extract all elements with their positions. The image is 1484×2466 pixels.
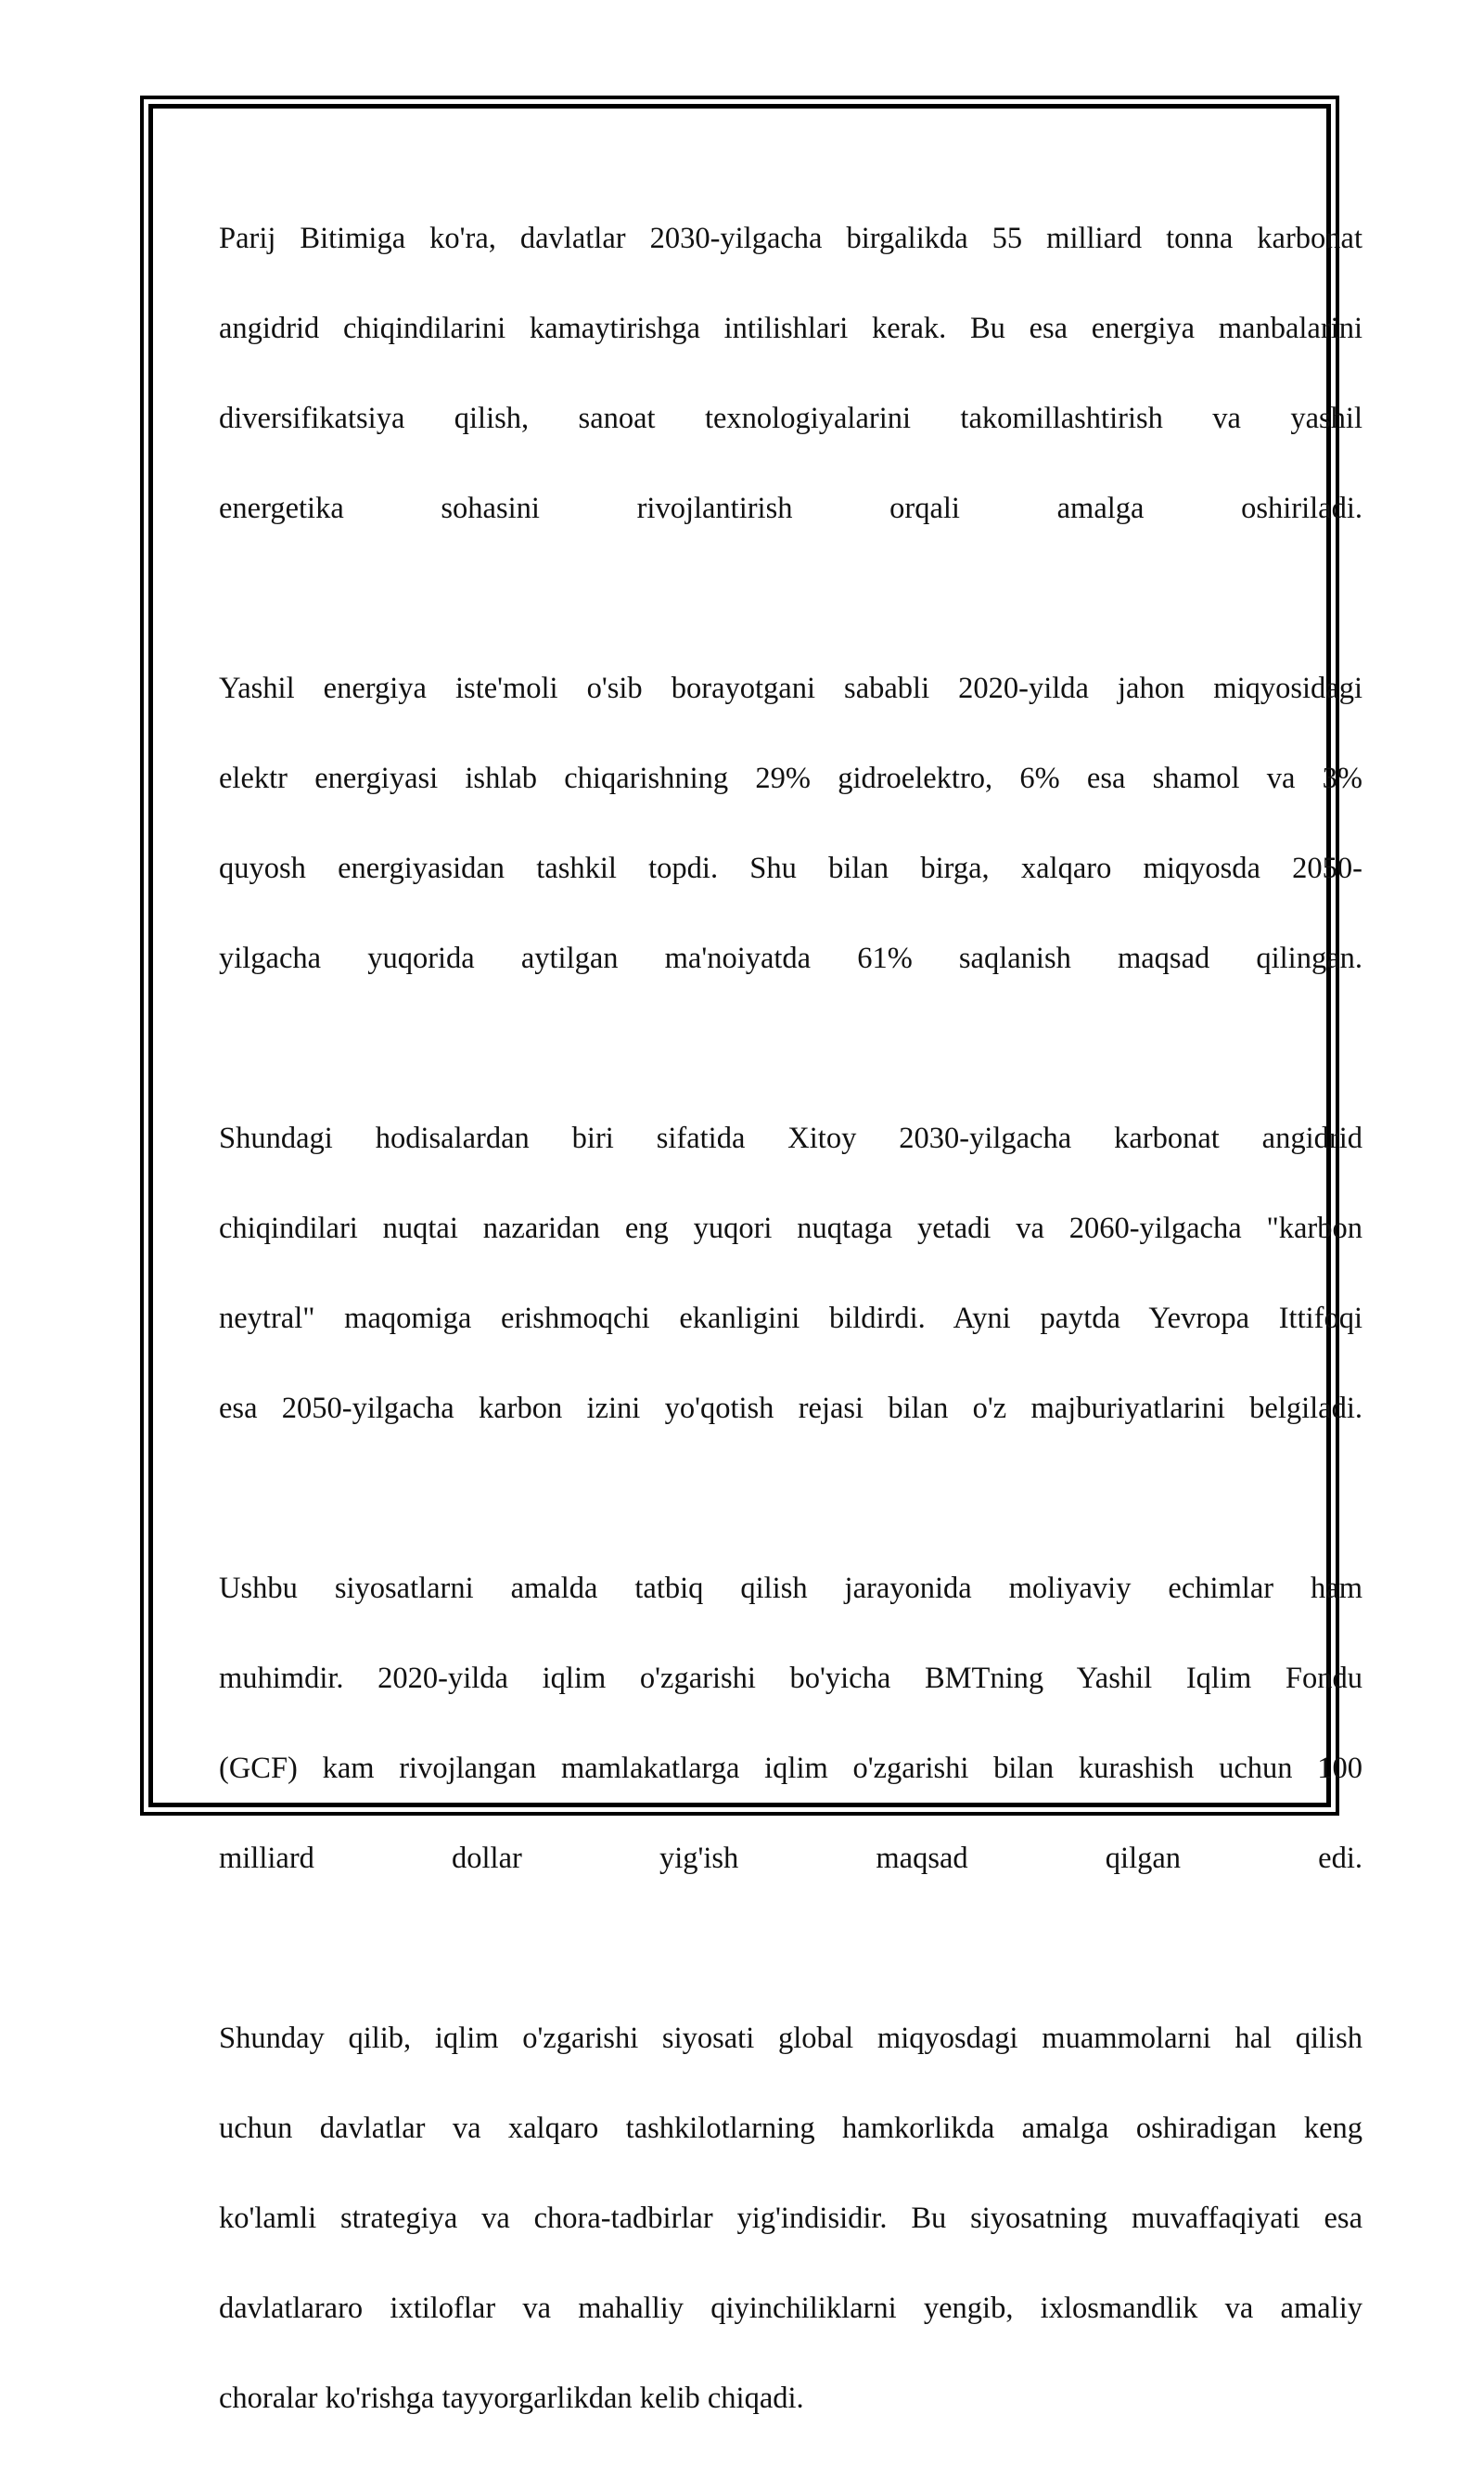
paragraph xyxy=(219,1971,1362,2466)
text-line: quyosh energiyasidan tashkil topdi. Shu bilan birga, xalqaro miqyosda 2050- xyxy=(219,851,1362,885)
text-line: Parij Bitimiga ko'ra, davlatlar 2030-yilgacha birgalikda 55 milliard tonna karbonat xyxy=(219,221,1362,255)
text-line: diversifikatsiya qilish, sanoat texnologiyalarini takomillashtirish va yashil xyxy=(219,401,1362,435)
text-line: ko'lamli strategiya va chora-tadbirlar yig'indisidir. Bu siyosatning muvaffaqiyati esa xyxy=(219,2201,1362,2235)
text-line: neytral" maqomiga erishmoqchi ekanligini bildirdi. Ayni paytda Yevropa Ittifoqi xyxy=(219,1301,1362,1335)
text-line: davlatlararo ixtiloflar va mahalliy qiyinchiliklarni yengib, ixlosmandlik va amaliy xyxy=(219,2291,1362,2325)
text-line: angidrid chiqindilarini kamaytirishga intilishlari kerak. Bu esa energiya manbalarini xyxy=(219,311,1362,345)
text-line: uchun davlatlar va xalqaro tashkilotlarning hamkorlikda amalga oshiradigan keng xyxy=(219,2111,1362,2145)
paragraph xyxy=(219,621,1362,1026)
paragraph xyxy=(219,1521,1362,1926)
text-line: elektr energiyasi ishlab chiqarishning 29% gidroelektro, 6% esa shamol va 3% xyxy=(219,761,1362,795)
text-line: choralar ko'rishga tayyorgarlikdan kelib chiqadi. xyxy=(219,2381,804,2415)
text-line: chiqindilari nuqtai nazaridan eng yuqori nuqtaga yetadi va 2060-yilgacha "karbon xyxy=(219,1211,1362,1245)
text-line: (GCF) kam rivojlangan mamlakatlarga iqlim o'zgarishi bilan kurashish uchun 100 xyxy=(219,1751,1362,1785)
paragraph xyxy=(219,171,1362,576)
paragraph xyxy=(219,1071,1362,1476)
text-line: energetika sohasini rivojlantirish orqali amalga oshiriladi. xyxy=(219,491,1362,525)
text-line: Shundagi hodisalardan biri sifatida Xitoy 2030-yilgacha karbonat angidrid xyxy=(219,1121,1362,1155)
text-line: esa 2050-yilgacha karbon izini yo'qotish rejasi bilan o'z majburiyatlarini belgiladi. xyxy=(219,1391,1362,1425)
text-line: yilgacha yuqorida aytilgan ma'noiyatda 61% saqlanish maqsad qilingan. xyxy=(219,941,1362,975)
text-line: muhimdir. 2020-yilda iqlim o'zgarishi bo'yicha BMTning Yashil Iqlim Fondu xyxy=(219,1661,1362,1695)
text-line: Ushbu siyosatlarni amalda tatbiq qilish jarayonida moliyaviy echimlar ham xyxy=(219,1571,1362,1605)
text-line: milliard dollar yig'ish maqsad qilgan edi. xyxy=(219,1841,1362,1875)
text-line: Yashil energiya iste'moli o'sib borayotgani sababli 2020-yilda jahon miqyosidagi xyxy=(219,671,1362,705)
text-line: Shunday qilib, iqlim o'zgarishi siyosati global miqyosdagi muammolarni hal qilish xyxy=(219,2021,1362,2055)
document-body xyxy=(219,171,1362,2466)
